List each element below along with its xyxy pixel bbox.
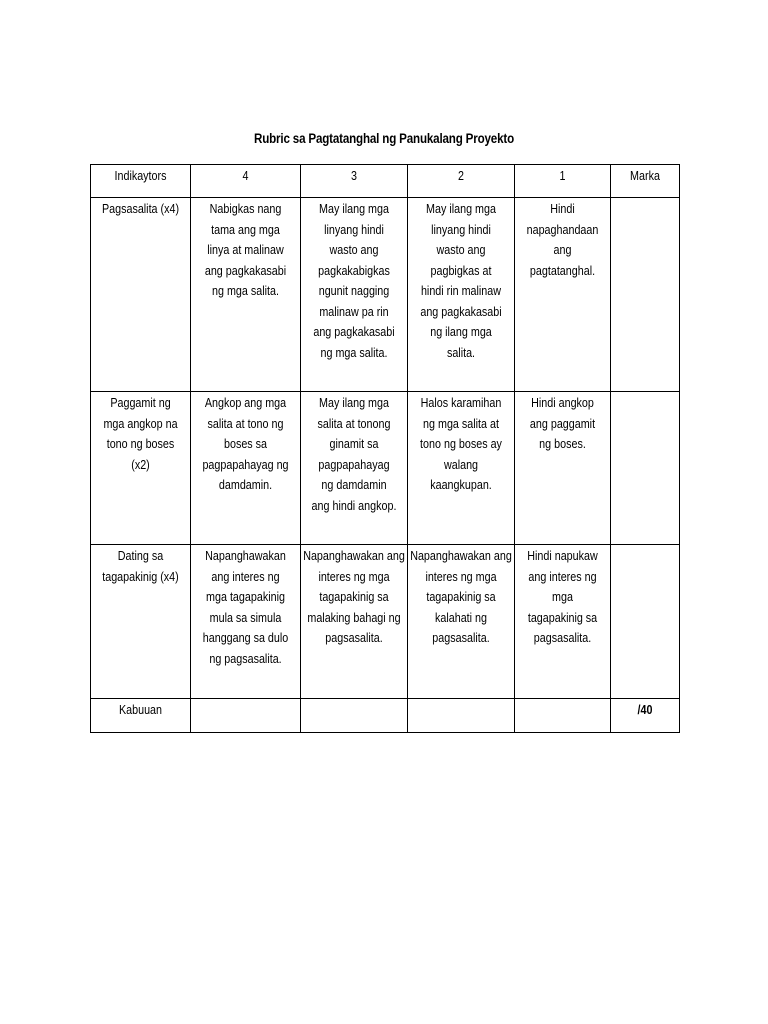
indicator-cell: Pagsasalita (x4) [91,198,191,392]
criteria-cell: May ilang mga linyang hindi wasto ang pagbigkas at hindi rin malinaw ang pagkakasabi ng ilang mga salita. [408,198,515,392]
marka-cell [611,392,680,545]
criteria-cell: Hindi napukaw ang interes ng mga tagapakinig sa pagsasalita. [515,545,611,699]
criteria-cell: May ilang mga linyang hindi wasto ang pagkakabigkas ngunit nagging malinaw pa rin ang pagkakasabi ng mga salita. [301,198,408,392]
indicator-cell: Paggamit ng mga angkop na tono ng boses (x2) [91,392,191,545]
criteria-cell: May ilang mga salita at tonong ginamit sa pagpapahayag ng damdamin ang hindi angkop. [301,392,408,545]
column-header-marka: Marka [611,165,680,198]
criteria-cell: Angkop ang mga salita at tono ng boses sa pagpapahayag ng damdamin. [191,392,301,545]
column-header-score-4: 4 [191,165,301,198]
rubric-table [90,164,680,733]
table-header-row [91,165,680,198]
column-header-score-3: 3 [301,165,408,198]
table-row [91,392,680,545]
empty-cell [191,699,301,733]
marka-cell [611,198,680,392]
criteria-cell: Napanghawakan ang interes ng mga tagapakinig mula sa simula hanggang sa dulo ng pagsasalita. [191,545,301,699]
column-header-score-1: 1 [515,165,611,198]
empty-cell [515,699,611,733]
total-score: /40 [611,699,680,733]
page-title: Rubric sa Pagtatanghal ng Panukalang Proyekto [253,131,514,146]
table-row [91,545,680,699]
criteria-cell: Napanghawakan ang interes ng mga tagapakinig sa kalahati ng pagsasalita. [408,545,515,699]
criteria-cell: Napanghawakan ang interes ng mga tagapakinig sa malaking bahagi ng pagsasalita. [301,545,408,699]
criteria-cell: Hindi angkop ang paggamit ng boses. [515,392,611,545]
empty-cell [301,699,408,733]
total-row [91,699,680,733]
table-row [91,198,680,392]
criteria-cell: Halos karamihan ng mga salita at tono ng boses ay walang kaangkupan. [408,392,515,545]
column-header-score-2: 2 [408,165,515,198]
total-label: Kabuuan [91,699,191,733]
indicator-cell: Dating sa tagapakinig (x4) [91,545,191,699]
column-header-indicators: Indikaytors [91,165,191,198]
criteria-cell: Nabigkas nang tama ang mga linya at malinaw ang pagkakasabi ng mga salita. [191,198,301,392]
empty-cell [408,699,515,733]
marka-cell [611,545,680,699]
criteria-cell: Hindi napaghandaan ang pagtatanghal. [515,198,611,392]
